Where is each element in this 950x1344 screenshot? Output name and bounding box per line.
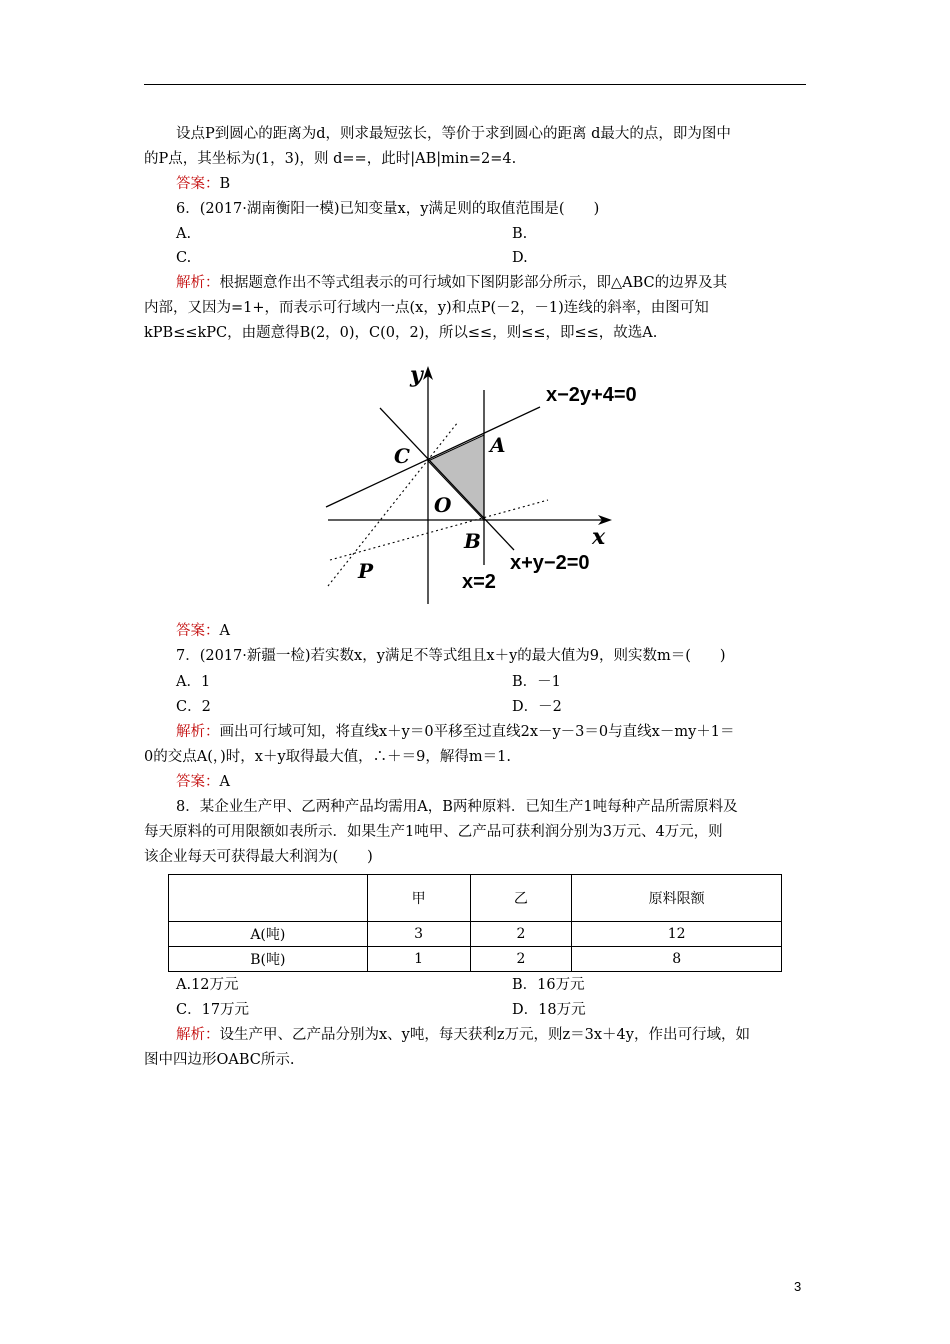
table-header-cell xyxy=(169,875,368,922)
q6-analysis-text1: 根据题意作出不等式组表示的可行域如下图阴影部分所示，即△ABC的边界及其 xyxy=(219,275,728,291)
line2-label: x+y−2=0 xyxy=(510,552,590,574)
q7-answer-value: A xyxy=(219,774,230,790)
q6-answer xyxy=(176,619,230,643)
q6-option-d: D. xyxy=(512,250,528,266)
q8-analysis-label: 解析： xyxy=(176,1027,220,1043)
q6-option-c: C. xyxy=(176,250,192,266)
q6-analysis-line3: kPB≤≤kPC，由题意得B(2，0)，C(0，2)，所以≤≤，则≤≤，即≤≤，故选A. xyxy=(144,325,658,341)
q7-answer xyxy=(176,770,230,794)
q6-stem: 6．(2017·湖南衡阳一模)已知变量x，y满足则的取值范围是( ) xyxy=(176,201,600,217)
point-p-label: P xyxy=(358,559,374,583)
q7-analysis-line2: 0的交点A(，)时，x＋y取得最大值，∴＋＝9，解得m＝1. xyxy=(144,749,511,765)
q5-text-line1: 设点P到圆心的距离为d，则求最短弦长，等价于求到圆心的距离 d最大的点，即为图中 xyxy=(176,126,731,142)
line-x-2y-4 xyxy=(326,407,540,507)
q6-analysis-line1 xyxy=(176,271,727,295)
axis-x-label: x xyxy=(592,524,606,550)
q7-answer-label: 答案： xyxy=(176,774,220,790)
q8-option-b: B．16万元 xyxy=(512,977,585,993)
q8-stem-line2: 每天原料的可用限额如表所示．如果生产1吨甲、乙产品可获利润分别为3万元、4万元，则 xyxy=(144,824,723,840)
point-a-label: A xyxy=(490,433,506,457)
q8-analysis-text1: 设生产甲、乙产品分别为x、y吨，每天获利z万元，则z＝3x＋4y，作出可行域，如 xyxy=(219,1027,750,1043)
table-cell: 2 xyxy=(470,947,572,972)
q8-option-d: D．18万元 xyxy=(512,1002,586,1018)
q7-stem: 7．(2017·新疆一检)若实数x，y满足不等式组且x＋y的最大值为9，则实数m＝( ) xyxy=(176,648,726,664)
axis-y-label: y xyxy=(410,362,423,388)
q8-stem-line3: 该企业每天可获得最大利润为( ) xyxy=(144,849,373,865)
q8-analysis-line2: 图中四边形OABC所示. xyxy=(144,1052,295,1068)
q7-option-c: C．2 xyxy=(176,699,211,715)
q8-stem-line1: 8．某企业生产甲、乙两种产品均需用A，B两种原料．已知生产1吨每种产品所需原料及 xyxy=(176,799,738,815)
q7-option-a: A．1 xyxy=(176,674,211,690)
point-c-label: C xyxy=(394,444,410,468)
q6-answer-label: 答案： xyxy=(176,623,220,639)
feasible-region-figure xyxy=(322,360,652,610)
q5-answer xyxy=(176,172,230,196)
table-header-cell: 甲 xyxy=(367,875,470,922)
q8-option-a: A.12万元 xyxy=(176,977,239,993)
q7-analysis-line1 xyxy=(176,720,734,744)
q6-analysis-label: 解析： xyxy=(176,275,220,291)
q6-option-a: A. xyxy=(176,226,192,242)
page-number: 3 xyxy=(794,1279,802,1294)
q8-option-c: C．17万元 xyxy=(176,1002,250,1018)
q5-text-line2: 的P点，其坐标为(1，3)，则 d==，此时|AB|min=2=4. xyxy=(144,151,517,167)
line1-label: x−2y+4=0 xyxy=(546,384,637,406)
q7-option-b: B．－1 xyxy=(512,674,561,690)
header-rule xyxy=(144,84,806,85)
table-cell: 3 xyxy=(367,922,470,947)
table-cell: B(吨) xyxy=(169,947,368,972)
table-header-cell: 原料限额 xyxy=(572,875,782,922)
vline-label: x=2 xyxy=(462,571,496,593)
q6-option-b: B. xyxy=(512,226,528,242)
line-x-y-2 xyxy=(380,408,514,550)
table-row xyxy=(169,922,782,947)
q6-answer-value: A xyxy=(219,623,230,639)
point-o-label: O xyxy=(434,493,452,517)
material-table xyxy=(168,874,782,972)
q6-analysis-line2: 内部，又因为=1+，而表示可行域内一点(x，y)和点P(－2，－1)连线的斜率，由图可知 xyxy=(144,300,709,316)
table-cell: 1 xyxy=(367,947,470,972)
q8-analysis-line1 xyxy=(176,1023,750,1047)
table-cell: 8 xyxy=(572,947,782,972)
point-b-label: B xyxy=(464,529,481,553)
q5-answer-value: B xyxy=(219,176,231,192)
table-header-row xyxy=(169,875,782,922)
q7-option-d: D．－2 xyxy=(512,699,562,715)
table-row xyxy=(169,947,782,972)
q7-analysis-label: 解析： xyxy=(176,724,220,740)
table-cell: 2 xyxy=(470,922,572,947)
table-cell: A(吨) xyxy=(169,922,368,947)
q7-analysis-text1: 画出可行域可知，将直线x＋y＝0平移至过直线2x－y－3＝0与直线x－my＋1＝ xyxy=(219,724,735,740)
table-cell: 12 xyxy=(572,922,782,947)
table-header-cell: 乙 xyxy=(470,875,572,922)
q5-answer-label: 答案： xyxy=(176,176,220,192)
